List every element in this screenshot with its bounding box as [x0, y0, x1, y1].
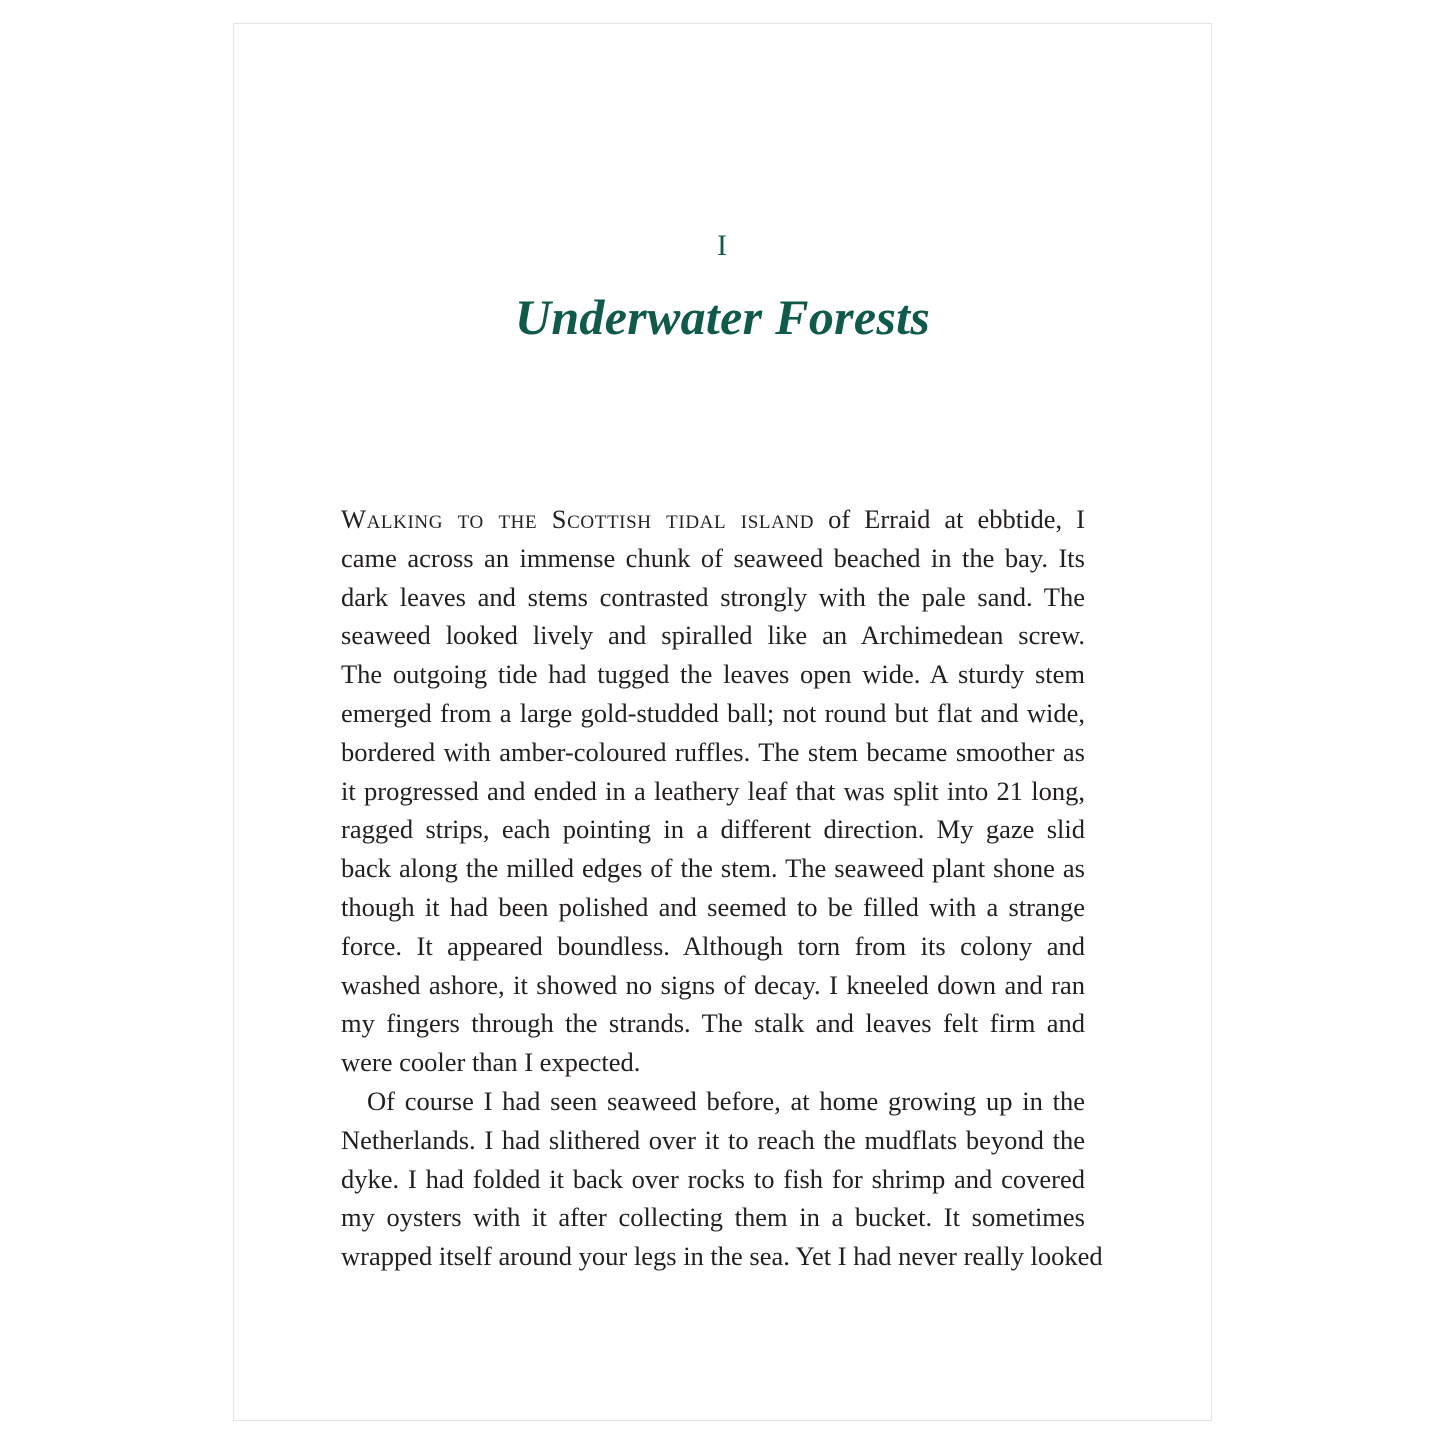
body-line: ragged strips, each pointing in a different direction. My gaze slid — [341, 814, 1085, 845]
paragraph-2 — [341, 1082, 1103, 1276]
body-line: Of course I had seen seaweed before, at home growing up in the — [367, 1085, 1085, 1116]
body-line: force. It appeared boundless. Although torn from its colony and — [341, 930, 1085, 961]
body-line: washed ashore, it showed no signs of decay. I kneeled down and ran — [341, 969, 1085, 1000]
body-line: came across an immense chunk of seaweed beached in the bay. Its — [341, 542, 1085, 573]
body-line: it progressed and ended in a leathery leaf that was split into 21 long, — [341, 775, 1085, 806]
body-line: wrapped itself around your legs in the sea. Yet I had never really looked — [341, 1241, 1103, 1272]
chapter-body — [341, 500, 1103, 1276]
chapter-title: Underwater Forests — [514, 289, 931, 345]
paragraph-1 — [341, 539, 1085, 1082]
body-line: emerged from a large gold-studded ball; not round but flat and wide, — [341, 697, 1085, 728]
body-line: dyke. I had folded it back over rocks to fish for shrimp and covered — [341, 1163, 1085, 1194]
body-line: back along the milled edges of the stem. The seaweed plant shone as — [341, 853, 1085, 884]
chapter-number: I — [717, 229, 728, 262]
opening-line-rest: of Erraid at ebbtide, I — [814, 504, 1085, 534]
body-line: my fingers through the strands. The stalk and leaves felt firm and — [341, 1008, 1085, 1039]
body-line: seaweed looked lively and spiralled like an Archimedean screw. — [341, 620, 1085, 651]
opening-smallcaps: Walking to the Scottish tidal island — [341, 504, 815, 534]
body-line: my oysters with it after collecting them in a bucket. It sometimes — [341, 1202, 1085, 1233]
body-line: Netherlands. I had slithered over it to reach the mudflats beyond the — [341, 1124, 1085, 1155]
body-line: were cooler than I expected. — [341, 1047, 641, 1078]
body-line: dark leaves and stems contrasted strongly with the pale sand. The — [341, 581, 1085, 612]
body-line — [341, 500, 1085, 539]
body-line: The outgoing tide had tugged the leaves open wide. A sturdy stem — [341, 659, 1085, 690]
body-line: though it had been polished and seemed to be filled with a strange — [341, 891, 1085, 922]
body-line: bordered with amber-coloured ruffles. The stem became smoother as — [341, 736, 1085, 767]
